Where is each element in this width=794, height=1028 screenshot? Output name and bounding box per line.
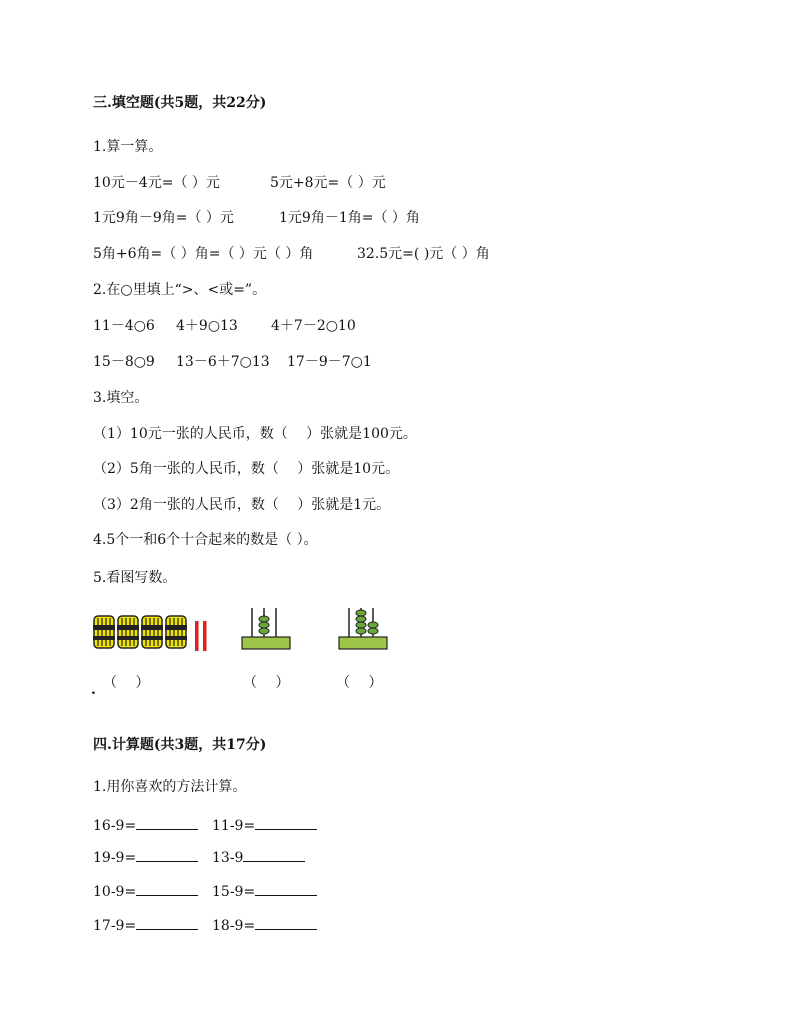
q2-row2-a: 15－8○9: [93, 354, 155, 370]
q1-row3-a: 5角+6角=（ ）角=（ ）元（ ）角: [93, 246, 314, 262]
abacus-base: [242, 637, 290, 649]
q2-row2-b: 13－6＋7○13: [176, 354, 270, 370]
calc-row: [212, 816, 317, 835]
calc-row: [212, 848, 305, 867]
calc-row: [93, 882, 198, 901]
calc-expression: 17-9=: [93, 918, 137, 934]
bundle-icon: [165, 616, 187, 648]
bead-icon: [368, 628, 378, 634]
abacus-figure-1: [240, 606, 294, 652]
section-4-heading: 四.计算题(共3题，共17分): [93, 737, 267, 753]
q1-title: 1.算一算。: [93, 139, 163, 155]
q2-row1-a: 11－4○6: [93, 318, 155, 334]
calc-row: [93, 916, 198, 935]
q1-row2-a: 1元9角－9角=（ ）元: [93, 210, 234, 226]
q3-item-1: （1）10元一张的人民币，数（ ）张就是100元。: [93, 426, 417, 442]
q2-title: 2.在○里填上“>、<或=”。: [93, 282, 267, 298]
answer-blank[interactable]: [255, 816, 317, 830]
q5-title: 5.看图写数。: [93, 570, 177, 586]
q5-answer-1: （ ）: [103, 675, 150, 691]
bundle-icon: [141, 616, 163, 648]
q1-row3-b: 32.5元=( )元（ ）角: [357, 246, 490, 262]
q3-title: 3.填空。: [93, 390, 149, 406]
single-stick-icon: [195, 621, 199, 651]
calc-expression: 18-9=: [212, 918, 256, 934]
calc-expression: 13-9: [212, 850, 244, 866]
q5-answer-3: （ ）: [336, 675, 383, 691]
section-3-heading: 三.填空题(共5题，共22分): [93, 95, 267, 111]
q5-answer-2: （ ）: [243, 675, 290, 691]
bead-icon: [368, 622, 378, 628]
q2-row1-c: 4＋7－2○10: [271, 318, 356, 334]
q2-row1-b: 4＋9○13: [176, 318, 238, 334]
q1-row1-a: 10元－4元=（ ）元: [93, 175, 220, 191]
bead-icon: [356, 610, 366, 616]
calc-expression: 15-9=: [212, 884, 256, 900]
q3-item-3: （3）2角一张的人民币，数（ ）张就是1元。: [93, 497, 391, 513]
q1-row2-b: 1元9角－1角=（ ）角: [279, 210, 420, 226]
answer-blank[interactable]: [243, 848, 305, 862]
bead-icon: [356, 628, 366, 634]
calc-row: [93, 816, 198, 835]
q2-row2-c: 17－9－7○1: [287, 354, 372, 370]
answer-blank[interactable]: [136, 848, 198, 862]
bead-icon: [259, 622, 269, 628]
answer-blank[interactable]: [136, 916, 198, 930]
abacus-figure-2: [337, 606, 391, 652]
bead-icon: [259, 616, 269, 622]
bead-icon: [356, 622, 366, 628]
bead-icon: [356, 616, 366, 622]
single-stick-icon: [203, 621, 207, 651]
calc-row: [212, 882, 317, 901]
bead-icon: [259, 628, 269, 634]
calc-expression: 10-9=: [93, 884, 137, 900]
q3-item-2: （2）5角一张的人民币，数（ ）张就是10元。: [93, 461, 400, 477]
calc-expression: 16-9=: [93, 818, 137, 834]
answer-blank[interactable]: [136, 816, 198, 830]
answer-blank[interactable]: [255, 882, 317, 896]
calc-row: [212, 916, 317, 935]
answer-blank[interactable]: [255, 916, 317, 930]
calc-expression: 19-9=: [93, 850, 137, 866]
calc-q1-title: 1.用你喜欢的方法计算。: [93, 779, 247, 795]
abacus-base: [339, 637, 387, 649]
stray-dot: .: [91, 682, 96, 698]
bundle-icon: [93, 616, 115, 648]
calc-expression: 11-9=: [212, 818, 256, 834]
stick-bundles-figure: [92, 612, 214, 654]
calc-row: [93, 848, 198, 867]
q1-row1-b: 5元+8元=（ ）元: [270, 175, 386, 191]
bundle-icon: [117, 616, 139, 648]
q4-title: 4.5个一和6个十合起来的数是（ ）。: [93, 532, 318, 548]
answer-blank[interactable]: [136, 882, 198, 896]
